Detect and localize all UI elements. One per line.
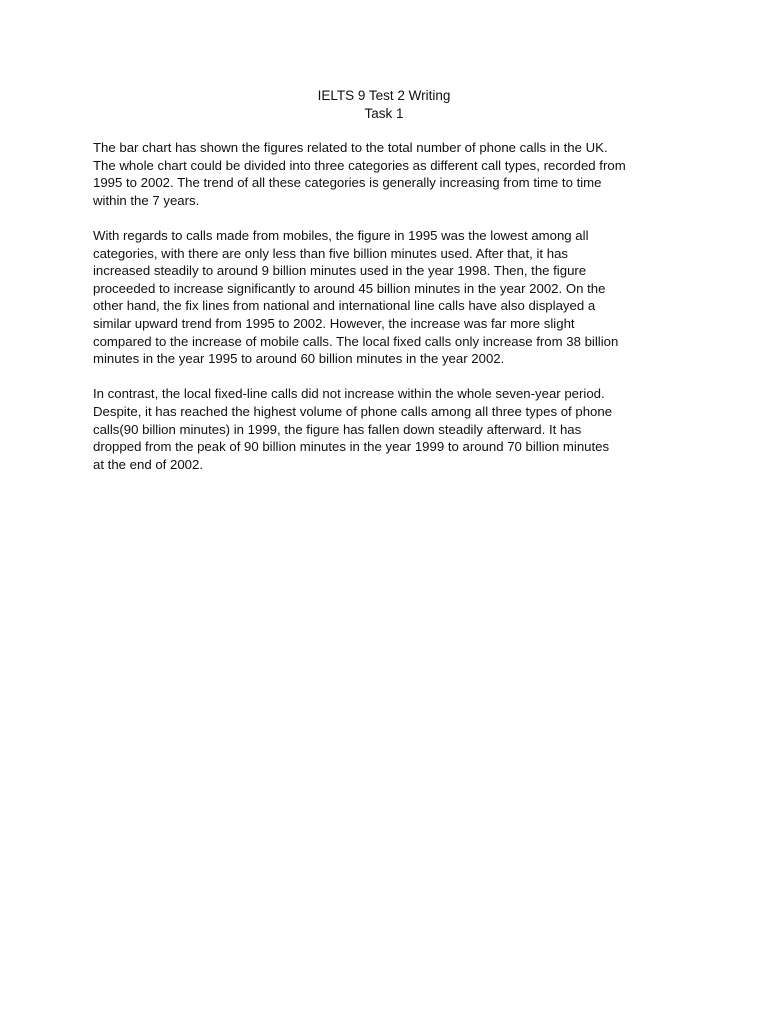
- paragraph-line: 1995 to 2002. The trend of all these categories is generally increasing from time to time: [93, 175, 602, 191]
- paragraph-line: proceeded to increase significantly to around 45 billion minutes in the year 2002. On the: [93, 280, 606, 296]
- paragraph-line: Despite, it has reached the highest volume of phone calls among all three types of phone: [93, 403, 613, 419]
- paragraph-line: minutes in the year 1995 to around 60 billion minutes in the year 2002.: [93, 351, 505, 367]
- paragraph-line: other hand, the fix lines from national and international line calls have also displayed a: [93, 298, 596, 314]
- paragraph-line: increased steadily to around 9 billion minutes used in the year 1998. Then, the figure: [93, 263, 587, 279]
- document-title: IELTS 9 Test 2 Writing: [317, 88, 451, 103]
- paragraph-line: calls(90 billion minutes) in 1999, the figure has fallen down steadily afterward. It has: [93, 421, 582, 437]
- paragraph-3: [93, 385, 679, 473]
- paragraph-line: similar upward trend from 1995 to 2002. However, the increase was far more slight: [93, 315, 575, 331]
- document-body: [93, 139, 679, 491]
- paragraph-line: With regards to calls made from mobiles, the figure in 1995 was the lowest among all: [93, 227, 589, 243]
- paragraph-line: The whole chart could be divided into three categories as different call types, recorded from: [93, 157, 626, 173]
- paragraph-line: within the 7 years.: [93, 192, 200, 208]
- paragraph-line: compared to the increase of mobile calls. The local fixed calls only increase from 38 billion: [93, 333, 619, 349]
- paragraph-1: [93, 139, 679, 209]
- document-header: [0, 87, 768, 122]
- paragraph-2: [93, 227, 679, 368]
- paragraph-line: The bar chart has shown the figures related to the total number of phone calls in the UK.: [93, 140, 608, 155]
- paragraph-line: dropped from the peak of 90 billion minutes in the year 1999 to around 70 billion minutes: [93, 439, 610, 455]
- paragraph-line: In contrast, the local fixed-line calls did not increase within the whole seven-year period.: [93, 386, 605, 402]
- paragraph-line: at the end of 2002.: [93, 456, 203, 472]
- paragraph-line: categories, with there are only less than five billion minutes used. After that, it has: [93, 245, 569, 261]
- document-subtitle: Task 1: [364, 105, 404, 121]
